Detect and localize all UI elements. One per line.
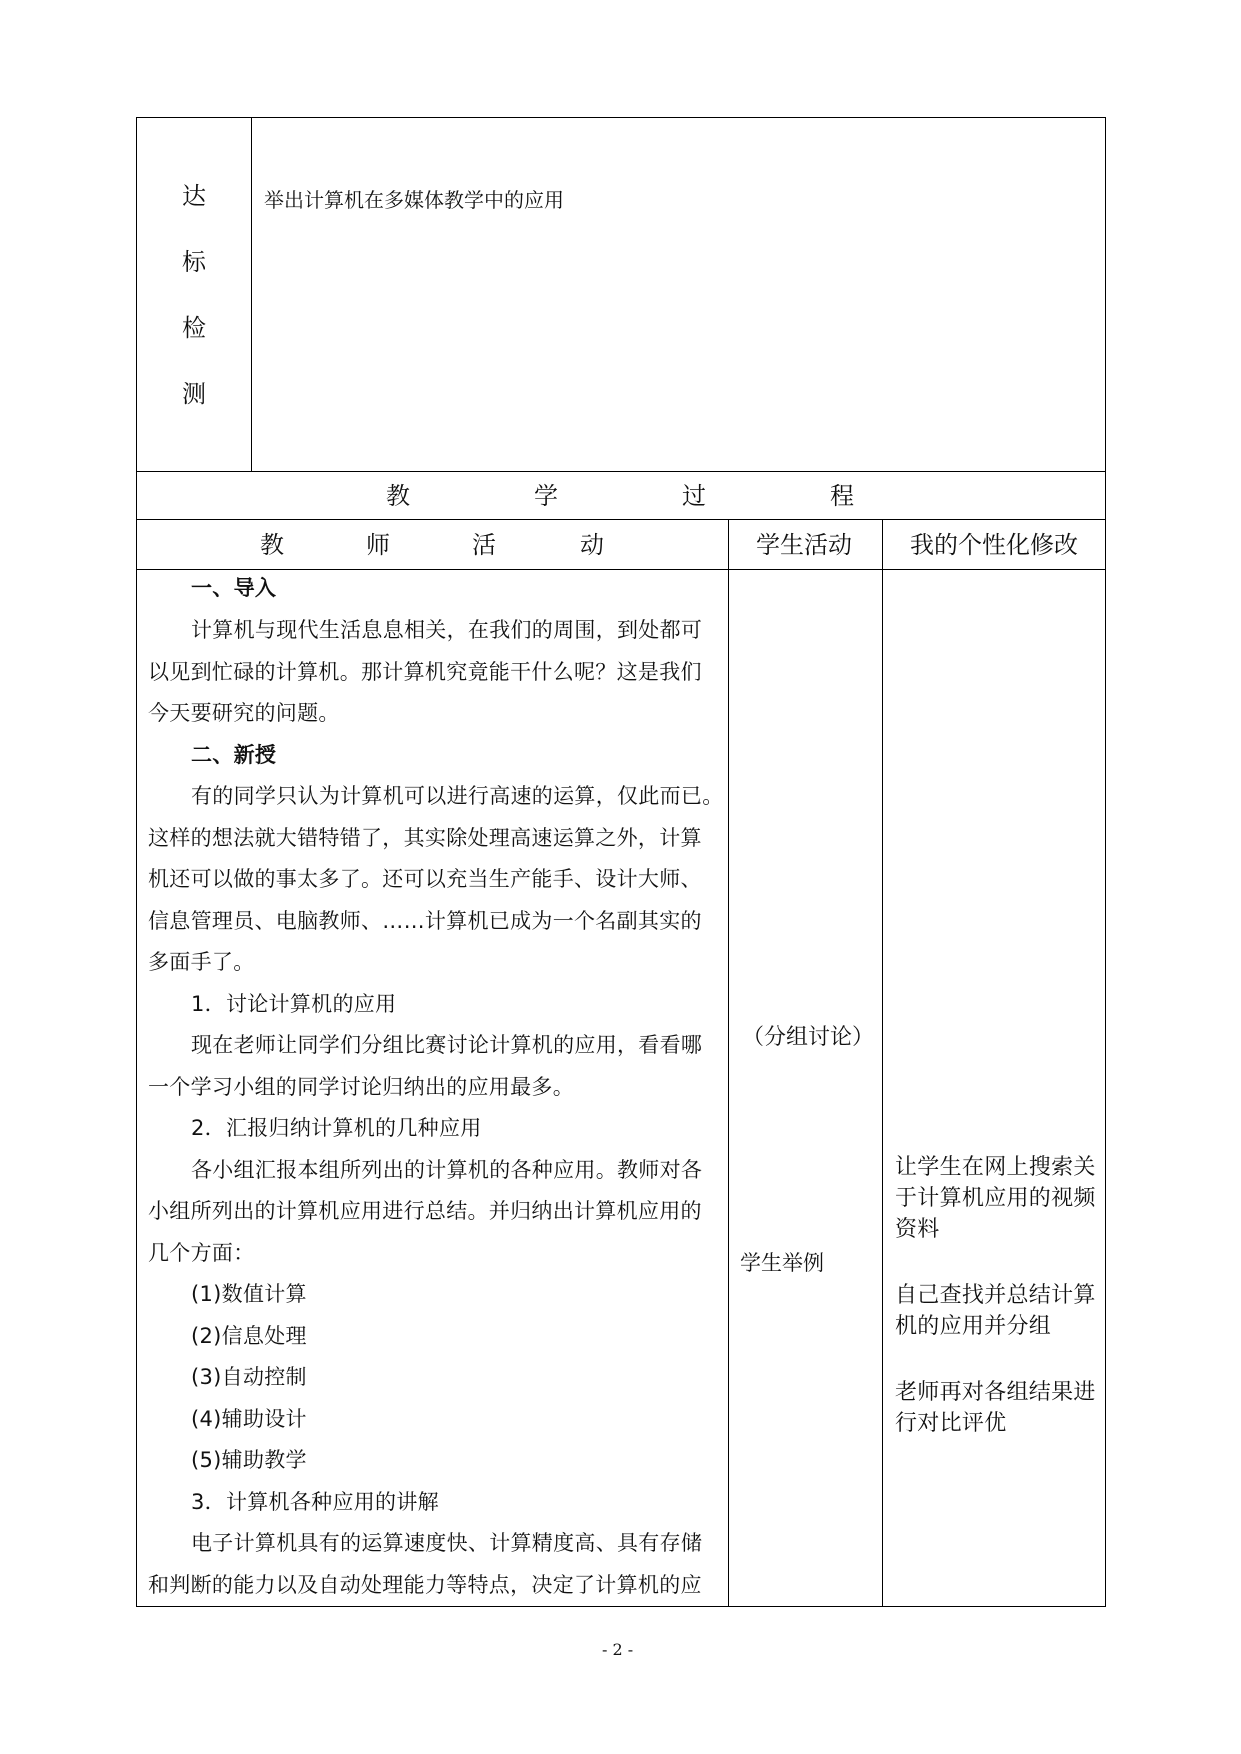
personal-note-line: 于计算机应用的视频 — [895, 1186, 1096, 1211]
teacher-line: 小组所列出的计算机应用进行总结。并归纳出计算机应用的 — [148, 1199, 702, 1223]
teacher-line: 各小组汇报本组所列出的计算机的各种应用。教师对各 — [191, 1158, 703, 1182]
teacher-line: 有的同学只认为计算机可以进行高速的运算，仅此而已。 — [191, 784, 724, 808]
teacher-header-char-2: 师 — [366, 531, 390, 559]
teacher-line: 信息管理员、电脑教师、……计算机已成为一个名副其实的 — [148, 909, 702, 933]
assessment-label-char-1: 达 — [182, 182, 206, 210]
process-bottom-border — [136, 519, 1106, 520]
assessment-label-char-2: 标 — [182, 248, 206, 276]
table-right-border — [1105, 117, 1106, 1607]
teacher-line: 1．讨论计算机的应用 — [191, 992, 397, 1016]
process-title-char-1: 教 — [386, 482, 410, 510]
teacher-line: 以见到忙碌的计算机。那计算机究竟能干什么呢？这是我们 — [148, 660, 702, 684]
personal-note-line: 资料 — [895, 1217, 940, 1242]
teacher-line: 多面手了。 — [148, 950, 255, 974]
teacher-line: 机还可以做的事太多了。还可以充当生产能手、设计大师、 — [148, 867, 702, 891]
teacher-header-char-1: 教 — [260, 531, 284, 559]
teacher-line: 和判断的能力以及自动处理能力等特点，决定了计算机的应 — [148, 1573, 702, 1597]
student-activity-header: 学生活动 — [756, 531, 852, 559]
teacher-line: 现在老师让同学们分组比赛讨论计算机的应用，看看哪 — [191, 1033, 703, 1057]
teacher-line: (2)信息处理 — [191, 1324, 307, 1348]
teacher-line: 计算机与现代生活息息相关，在我们的周围，到处都可 — [191, 618, 703, 642]
student-note-examples: 学生举例 — [740, 1251, 824, 1275]
teacher-line: 这样的想法就大错特错了，其实除处理高速运算之外，计算 — [148, 826, 702, 850]
teacher-header-char-4: 动 — [580, 531, 604, 559]
teacher-line: 电子计算机具有的运算速度快、计算精度高、具有存储 — [191, 1531, 703, 1555]
teacher-line: (5)辅助教学 — [191, 1448, 307, 1472]
teacher-student-divider — [728, 519, 729, 1606]
personal-note-line: 让学生在网上搜索关 — [895, 1155, 1096, 1180]
table-top-border — [136, 117, 1106, 118]
assessment-bottom-border — [136, 471, 1106, 472]
personal-edit-header: 我的个性化修改 — [910, 531, 1078, 559]
teacher-line: (4)辅助设计 — [191, 1407, 307, 1431]
personal-note-line: 行对比评优 — [895, 1411, 1007, 1436]
process-title-char-3: 过 — [682, 482, 706, 510]
teacher-line: 今天要研究的问题。 — [148, 701, 340, 725]
table-bottom-border — [136, 1606, 1106, 1607]
teacher-line: 几个方面： — [148, 1241, 255, 1265]
teacher-line: (1)数值计算 — [191, 1282, 307, 1306]
personal-note-line: 自己查找并总结计算 — [895, 1283, 1096, 1308]
teacher-line: 二、新授 — [191, 743, 277, 767]
teacher-line: (3)自动控制 — [191, 1365, 307, 1389]
teacher-line: 一、导入 — [191, 576, 277, 600]
personal-note-line: 机的应用并分组 — [895, 1314, 1052, 1339]
page-number: - 2 - — [602, 1640, 634, 1659]
teacher-header-char-3: 活 — [472, 531, 496, 559]
teacher-line: 3．计算机各种应用的讲解 — [191, 1490, 439, 1514]
table-left-border — [136, 117, 137, 1607]
student-note-group-discussion: （分组讨论） — [742, 1025, 875, 1050]
student-personal-divider — [882, 519, 883, 1606]
columns-bottom-border — [136, 569, 1106, 570]
teacher-line: 一个学习小组的同学讨论归纳出的应用最多。 — [148, 1075, 574, 1099]
process-title-char-4: 程 — [830, 482, 854, 510]
assessment-label-char-4: 测 — [182, 380, 206, 408]
teacher-line: 2．汇报归纳计算机的几种应用 — [191, 1116, 482, 1140]
process-title-char-2: 学 — [534, 482, 558, 510]
assessment-content: 举出计算机在多媒体教学中的应用 — [264, 188, 564, 212]
personal-note-line: 老师再对各组结果进 — [895, 1380, 1096, 1405]
assessment-label-char-3: 检 — [182, 314, 206, 342]
assessment-divider — [251, 117, 252, 471]
